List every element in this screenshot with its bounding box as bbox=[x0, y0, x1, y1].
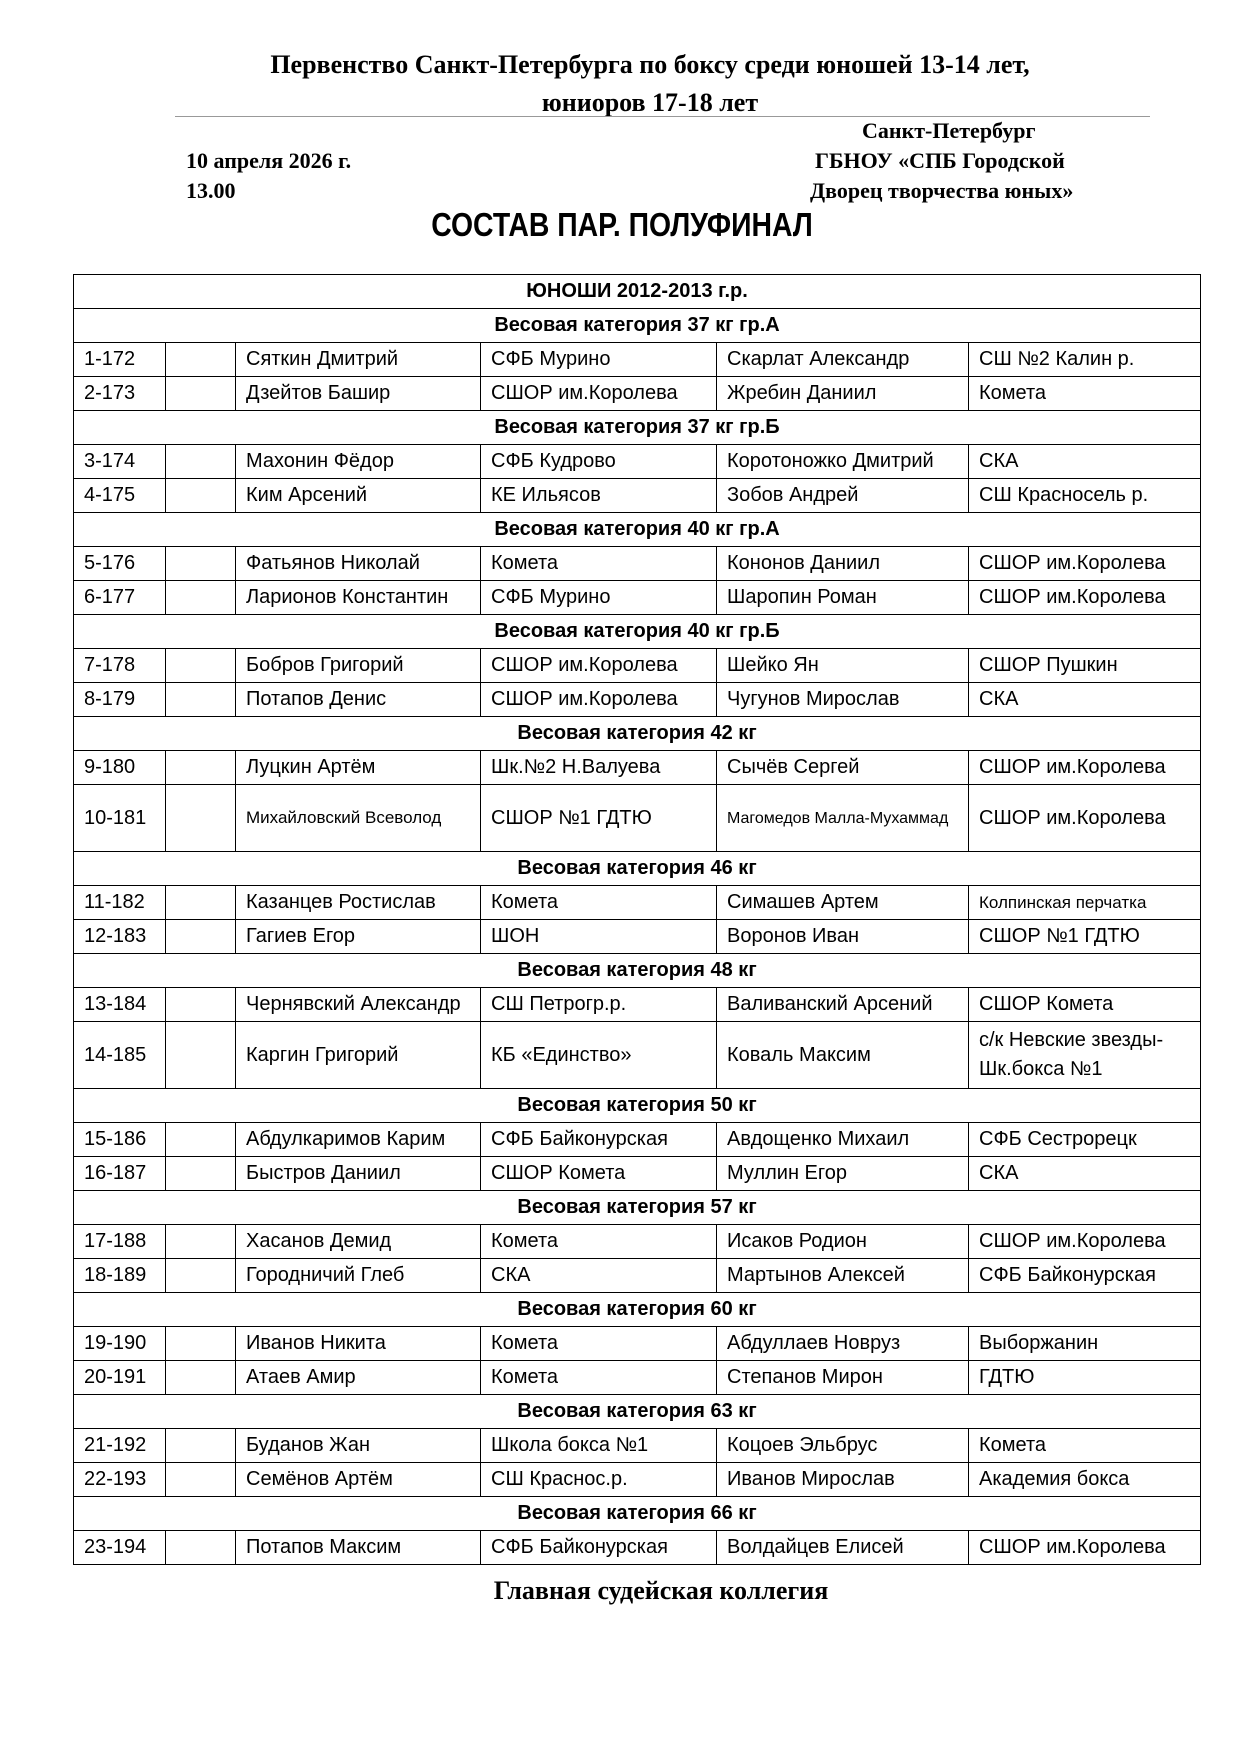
red-corner-club: Комета bbox=[481, 1361, 717, 1395]
pair-row bbox=[74, 1327, 1201, 1361]
empty-cell bbox=[166, 479, 236, 513]
empty-cell bbox=[166, 343, 236, 377]
blue-corner-club: СШОР им.Королева bbox=[969, 1531, 1201, 1565]
red-corner-club: СФБ Кудрово bbox=[481, 445, 717, 479]
blue-corner-club: СШОР им.Королева bbox=[969, 581, 1201, 615]
category-row bbox=[74, 1497, 1201, 1531]
pair-number: 12-183 bbox=[74, 920, 166, 954]
blue-corner-boxer: Коцоев Эльбрус bbox=[717, 1429, 969, 1463]
red-corner-boxer: Быстров Даниил bbox=[236, 1157, 481, 1191]
pair-number: 20-191 bbox=[74, 1361, 166, 1395]
pair-row bbox=[74, 1022, 1201, 1089]
red-corner-club: Комета bbox=[481, 1327, 717, 1361]
empty-cell bbox=[166, 1327, 236, 1361]
category-title: Весовая категория 37 кг гр.А bbox=[74, 309, 1201, 343]
empty-cell bbox=[166, 1123, 236, 1157]
pair-number: 13-184 bbox=[74, 988, 166, 1022]
empty-cell bbox=[166, 785, 236, 852]
blue-corner-club: с/к Невские звезды-Шк.бокса №1 bbox=[969, 1022, 1201, 1089]
pair-number: 1-172 bbox=[74, 343, 166, 377]
blue-corner-boxer: Чугунов Мирослав bbox=[717, 683, 969, 717]
red-corner-boxer: Городничий Глеб bbox=[236, 1259, 481, 1293]
blue-corner-boxer: Коваль Максим bbox=[717, 1022, 969, 1089]
blue-corner-club: СФБ Байконурская bbox=[969, 1259, 1201, 1293]
category-title: Весовая категория 40 кг гр.Б bbox=[74, 615, 1201, 649]
red-corner-club: Шк.№2 Н.Валуева bbox=[481, 751, 717, 785]
red-corner-club: СШОР им.Королева bbox=[481, 377, 717, 411]
pair-row bbox=[74, 1225, 1201, 1259]
group-title-row bbox=[74, 275, 1201, 309]
blue-corner-boxer: Шаропин Роман bbox=[717, 581, 969, 615]
pair-number: 5-176 bbox=[74, 547, 166, 581]
page-heading: СОСТАВ ПАР. ПОЛУФИНАЛ bbox=[431, 206, 813, 243]
red-corner-club: Комета bbox=[481, 886, 717, 920]
category-row bbox=[74, 954, 1201, 988]
category-title: Весовая категория 48 кг bbox=[74, 954, 1201, 988]
empty-cell bbox=[166, 1463, 236, 1497]
red-corner-club: КБ «Единство» bbox=[481, 1022, 717, 1089]
pair-row bbox=[74, 920, 1201, 954]
blue-corner-club: СКА bbox=[969, 683, 1201, 717]
red-corner-club: СШОР им.Королева bbox=[481, 683, 717, 717]
category-title: Весовая категория 66 кг bbox=[74, 1497, 1201, 1531]
pair-row bbox=[74, 1123, 1201, 1157]
red-corner-boxer: Михайловский Всеволод bbox=[236, 785, 481, 852]
pair-row bbox=[74, 547, 1201, 581]
pair-row bbox=[74, 479, 1201, 513]
empty-cell bbox=[166, 1531, 236, 1565]
empty-cell bbox=[166, 581, 236, 615]
blue-corner-club: Академия бокса bbox=[969, 1463, 1201, 1497]
blue-corner-boxer: Шейко Ян bbox=[717, 649, 969, 683]
red-corner-club: СКА bbox=[481, 1259, 717, 1293]
blue-corner-club: СШОР им.Королева bbox=[969, 785, 1201, 852]
red-corner-club: СШ Петрогр.р. bbox=[481, 988, 717, 1022]
pair-row bbox=[74, 886, 1201, 920]
empty-cell bbox=[166, 1022, 236, 1089]
red-corner-boxer: Фатьянов Николай bbox=[236, 547, 481, 581]
pair-number: 14-185 bbox=[74, 1022, 166, 1089]
empty-cell bbox=[166, 920, 236, 954]
category-row bbox=[74, 717, 1201, 751]
pair-number: 8-179 bbox=[74, 683, 166, 717]
blue-corner-club: СШОР №1 ГДТЮ bbox=[969, 920, 1201, 954]
pair-number: 9-180 bbox=[74, 751, 166, 785]
red-corner-club: СФБ Байконурская bbox=[481, 1531, 717, 1565]
document-title bbox=[150, 46, 1150, 122]
blue-corner-boxer: Валиванский Арсений bbox=[717, 988, 969, 1022]
blue-corner-boxer: Кононов Даниил bbox=[717, 547, 969, 581]
blue-corner-club: Выборжанин bbox=[969, 1327, 1201, 1361]
blue-corner-club: СШОР Комета bbox=[969, 988, 1201, 1022]
category-row bbox=[74, 1293, 1201, 1327]
red-corner-club: СШОР им.Королева bbox=[481, 649, 717, 683]
pair-row bbox=[74, 1157, 1201, 1191]
blue-corner-boxer: Степанов Мирон bbox=[717, 1361, 969, 1395]
blue-corner-boxer: Магомедов Малла-Мухаммад bbox=[717, 785, 969, 852]
blue-corner-club: СШ Красносель р. bbox=[969, 479, 1201, 513]
pair-number: 10-181 bbox=[74, 785, 166, 852]
empty-cell bbox=[166, 377, 236, 411]
category-row bbox=[74, 309, 1201, 343]
red-corner-boxer: Абдулкаримов Карим bbox=[236, 1123, 481, 1157]
blue-corner-club: СШОР Пушкин bbox=[969, 649, 1201, 683]
red-corner-club: СШОР Комета bbox=[481, 1157, 717, 1191]
city: Санкт-Петербург bbox=[862, 118, 1036, 143]
blue-corner-boxer: Авдощенко Михаил bbox=[717, 1123, 969, 1157]
blue-corner-club: СШОР им.Королева bbox=[969, 1225, 1201, 1259]
pair-row bbox=[74, 988, 1201, 1022]
blue-corner-club: Комета bbox=[969, 1429, 1201, 1463]
pair-row bbox=[74, 1463, 1201, 1497]
blue-corner-boxer: Симашев Артем bbox=[717, 886, 969, 920]
category-title: Весовая категория 37 кг гр.Б bbox=[74, 411, 1201, 445]
red-corner-club: Комета bbox=[481, 1225, 717, 1259]
red-corner-club: СФБ Мурино bbox=[481, 581, 717, 615]
pair-row bbox=[74, 343, 1201, 377]
pair-row bbox=[74, 1259, 1201, 1293]
red-corner-boxer: Иванов Никита bbox=[236, 1327, 481, 1361]
pair-number: 11-182 bbox=[74, 886, 166, 920]
venue-line-2: Дворец творчества юных» bbox=[810, 178, 1074, 203]
category-row bbox=[74, 1395, 1201, 1429]
pair-row bbox=[74, 1361, 1201, 1395]
red-corner-club: Комета bbox=[481, 547, 717, 581]
red-corner-boxer: Ларионов Константин bbox=[236, 581, 481, 615]
empty-cell bbox=[166, 1225, 236, 1259]
pair-row bbox=[74, 751, 1201, 785]
blue-corner-club: Колпинская перчатка bbox=[969, 886, 1201, 920]
pair-row bbox=[74, 377, 1201, 411]
category-row bbox=[74, 615, 1201, 649]
blue-corner-club: СФБ Сестрорецк bbox=[969, 1123, 1201, 1157]
pair-row bbox=[74, 683, 1201, 717]
pair-row bbox=[74, 785, 1201, 852]
empty-cell bbox=[166, 445, 236, 479]
title-divider bbox=[175, 116, 1150, 117]
blue-corner-boxer: Мартынов Алексей bbox=[717, 1259, 969, 1293]
red-corner-boxer: Буданов Жан bbox=[236, 1429, 481, 1463]
pair-number: 22-193 bbox=[74, 1463, 166, 1497]
category-title: Весовая категория 57 кг bbox=[74, 1191, 1201, 1225]
red-corner-club: Школа бокса №1 bbox=[481, 1429, 717, 1463]
empty-cell bbox=[166, 547, 236, 581]
pair-number: 7-178 bbox=[74, 649, 166, 683]
category-title: Весовая категория 40 кг гр.А bbox=[74, 513, 1201, 547]
event-date: 10 апреля 2026 г. bbox=[186, 148, 352, 173]
category-row bbox=[74, 1089, 1201, 1123]
red-corner-club: ШОН bbox=[481, 920, 717, 954]
red-corner-boxer: Потапов Максим bbox=[236, 1531, 481, 1565]
blue-corner-club: СШОР им.Королева bbox=[969, 751, 1201, 785]
title-line-2: юниоров 17-18 лет bbox=[541, 88, 759, 117]
red-corner-club: СФБ Байконурская bbox=[481, 1123, 717, 1157]
pair-number: 15-186 bbox=[74, 1123, 166, 1157]
pair-number: 17-188 bbox=[74, 1225, 166, 1259]
empty-cell bbox=[166, 886, 236, 920]
category-title: Весовая категория 46 кг bbox=[74, 852, 1201, 886]
red-corner-club: КЕ Ильясов bbox=[481, 479, 717, 513]
category-title: Весовая категория 60 кг bbox=[74, 1293, 1201, 1327]
blue-corner-boxer: Иванов Мирослав bbox=[717, 1463, 969, 1497]
red-corner-boxer: Хасанов Демид bbox=[236, 1225, 481, 1259]
red-corner-boxer: Семёнов Артём bbox=[236, 1463, 481, 1497]
empty-cell bbox=[166, 1259, 236, 1293]
pair-number: 3-174 bbox=[74, 445, 166, 479]
blue-corner-boxer: Жребин Даниил bbox=[717, 377, 969, 411]
category-title: Весовая категория 42 кг bbox=[74, 717, 1201, 751]
category-row bbox=[74, 1191, 1201, 1225]
blue-corner-club: СКА bbox=[969, 445, 1201, 479]
blue-corner-boxer: Зобов Андрей bbox=[717, 479, 969, 513]
blue-corner-boxer: Исаков Родион bbox=[717, 1225, 969, 1259]
blue-corner-boxer: Воронов Иван bbox=[717, 920, 969, 954]
venue-line-1: ГБНОУ «СПБ Городской bbox=[815, 148, 1065, 173]
red-corner-boxer: Ким Арсений bbox=[236, 479, 481, 513]
red-corner-boxer: Луцкин Артём bbox=[236, 751, 481, 785]
pair-number: 6-177 bbox=[74, 581, 166, 615]
empty-cell bbox=[166, 1429, 236, 1463]
category-row bbox=[74, 852, 1201, 886]
pair-number: 19-190 bbox=[74, 1327, 166, 1361]
pair-row bbox=[74, 581, 1201, 615]
chief-judges-panel: Главная судейская коллегия bbox=[493, 1576, 829, 1605]
blue-corner-boxer: Муллин Егор bbox=[717, 1157, 969, 1191]
red-corner-boxer: Махонин Фёдор bbox=[236, 445, 481, 479]
empty-cell bbox=[166, 988, 236, 1022]
red-corner-boxer: Атаев Амир bbox=[236, 1361, 481, 1395]
red-corner-boxer: Потапов Денис bbox=[236, 683, 481, 717]
blue-corner-boxer: Абдуллаев Новруз bbox=[717, 1327, 969, 1361]
pair-row bbox=[74, 1531, 1201, 1565]
pair-number: 16-187 bbox=[74, 1157, 166, 1191]
blue-corner-club: ГДТЮ bbox=[969, 1361, 1201, 1395]
empty-cell bbox=[166, 683, 236, 717]
title-line-1: Первенство Санкт-Петербурга по боксу среди юношей 13-14 лет, bbox=[270, 50, 1030, 79]
pair-number: 21-192 bbox=[74, 1429, 166, 1463]
pair-number: 2-173 bbox=[74, 377, 166, 411]
pair-number: 18-189 bbox=[74, 1259, 166, 1293]
red-corner-boxer: Чернявский Александр bbox=[236, 988, 481, 1022]
category-title: Весовая категория 63 кг bbox=[74, 1395, 1201, 1429]
group-title: ЮНОШИ 2012-2013 г.р. bbox=[74, 275, 1201, 309]
event-time: 13.00 bbox=[186, 178, 236, 203]
category-row bbox=[74, 513, 1201, 547]
blue-corner-club: Комета bbox=[969, 377, 1201, 411]
blue-corner-club: СКА bbox=[969, 1157, 1201, 1191]
pair-number: 4-175 bbox=[74, 479, 166, 513]
red-corner-boxer: Казанцев Ростислав bbox=[236, 886, 481, 920]
pair-row bbox=[74, 649, 1201, 683]
pairs-table bbox=[73, 274, 1201, 1565]
blue-corner-boxer: Сычёв Сергей bbox=[717, 751, 969, 785]
pair-number: 23-194 bbox=[74, 1531, 166, 1565]
blue-corner-boxer: Волдайцев Елисей bbox=[717, 1531, 969, 1565]
red-corner-club: СШОР №1 ГДТЮ bbox=[481, 785, 717, 852]
blue-corner-boxer: Коротоножко Дмитрий bbox=[717, 445, 969, 479]
red-corner-boxer: Дзейтов Башир bbox=[236, 377, 481, 411]
category-row bbox=[74, 411, 1201, 445]
red-corner-club: СШ Краснос.р. bbox=[481, 1463, 717, 1497]
red-corner-boxer: Каргин Григорий bbox=[236, 1022, 481, 1089]
red-corner-boxer: Бобров Григорий bbox=[236, 649, 481, 683]
blue-corner-boxer: Скарлат Александр bbox=[717, 343, 969, 377]
pair-row bbox=[74, 1429, 1201, 1463]
red-corner-boxer: Сяткин Дмитрий bbox=[236, 343, 481, 377]
category-title: Весовая категория 50 кг bbox=[74, 1089, 1201, 1123]
empty-cell bbox=[166, 649, 236, 683]
empty-cell bbox=[166, 1157, 236, 1191]
red-corner-boxer: Гагиев Егор bbox=[236, 920, 481, 954]
empty-cell bbox=[166, 1361, 236, 1395]
empty-cell bbox=[166, 751, 236, 785]
blue-corner-club: СШ №2 Калин р. bbox=[969, 343, 1201, 377]
red-corner-club: СФБ Мурино bbox=[481, 343, 717, 377]
blue-corner-club: СШОР им.Королева bbox=[969, 547, 1201, 581]
pair-row bbox=[74, 445, 1201, 479]
